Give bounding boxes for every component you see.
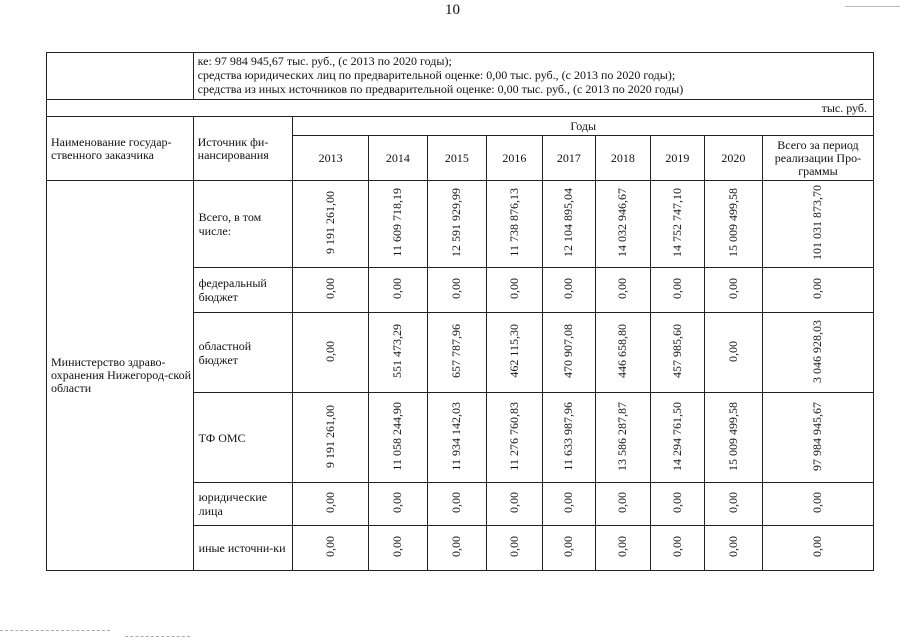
- year-value: 12 591 929,99: [449, 188, 464, 257]
- year-value-cell: [542, 268, 595, 313]
- year-value: 11 633 987,96: [561, 401, 576, 471]
- total-header: Всего за период реализации Про-граммы: [762, 136, 873, 181]
- year-value: 657 787,96: [449, 324, 464, 378]
- year-value: 12 104 895,04: [561, 188, 576, 257]
- table-row: [47, 181, 874, 268]
- year-value-cell: [650, 313, 704, 393]
- year-value: 0,00: [725, 536, 740, 557]
- year-value: 457 985,60: [669, 324, 684, 378]
- year-value-cell: [368, 393, 427, 483]
- year-value-cell: [595, 526, 650, 571]
- year-value: 0,00: [669, 278, 684, 299]
- total-value: 101 031 873,70: [810, 185, 825, 260]
- year-value-cell: [427, 181, 486, 268]
- funding-source: иные источни-ки: [193, 526, 293, 571]
- years-group-header: Годы: [293, 117, 874, 136]
- year-value: 0,00: [725, 278, 740, 299]
- year-value: 0,00: [449, 536, 464, 557]
- intro-row: [47, 53, 874, 100]
- year-value: 14 752 747,10: [669, 188, 684, 257]
- year-value: 0,00: [615, 536, 630, 557]
- total-value: 0,00: [810, 278, 825, 299]
- year-value-cell: [650, 181, 704, 268]
- year-value-cell: [293, 526, 368, 571]
- total-value: 97 984 945,67: [810, 401, 825, 471]
- page-number: 10: [445, 2, 460, 18]
- year-value-cell: [293, 181, 368, 268]
- year-value: 0,00: [669, 536, 684, 557]
- year-value: 551 473,29: [390, 324, 405, 378]
- intro-line: ке: 97 984 945,67 тыс. руб., (с 2013 по 2020 годы);: [197, 54, 452, 68]
- year-value-cell: [704, 268, 762, 313]
- year-value-cell: [368, 268, 427, 313]
- year-value: 14 032 946,67: [615, 188, 630, 257]
- year-value-cell: [293, 268, 368, 313]
- year-value-cell: [704, 313, 762, 393]
- year-value: 470 907,08: [561, 324, 576, 378]
- year-value-cell: [595, 268, 650, 313]
- year-value: 0,00: [506, 492, 521, 513]
- year-header: 2016: [486, 136, 542, 181]
- total-value-cell: [762, 393, 873, 483]
- intro-line: средства юридических лиц по предварительной оценке: 0,00 тыс. руб., (с 2013 по 2020 годы);: [197, 68, 676, 82]
- year-value-cell: [368, 313, 427, 393]
- year-value: 0,00: [669, 492, 684, 513]
- intro-line: средства из иных источников по предварительной оценке: 0,00 тыс. руб., (с 2013 по 2020 годы): [197, 82, 684, 96]
- year-value: 0,00: [449, 278, 464, 299]
- year-header: 2017: [542, 136, 595, 181]
- year-value-cell: [542, 313, 595, 393]
- year-value-cell: [542, 393, 595, 483]
- year-header: 2018: [595, 136, 650, 181]
- year-value: 0,00: [615, 492, 630, 513]
- total-value-cell: [762, 526, 873, 571]
- year-value: 0,00: [390, 536, 405, 557]
- year-value-cell: [293, 483, 368, 526]
- year-value-cell: [650, 393, 704, 483]
- year-header: 2014: [368, 136, 427, 181]
- year-value: 0,00: [323, 340, 338, 362]
- year-value-cell: [542, 483, 595, 526]
- year-value-cell: [427, 483, 486, 526]
- intro-text-cell: [193, 53, 873, 100]
- year-value: 0,00: [506, 278, 521, 299]
- year-value: 0,00: [561, 492, 576, 513]
- year-value-cell: [427, 313, 486, 393]
- year-value-cell: [595, 483, 650, 526]
- year-value: 0,00: [449, 492, 464, 513]
- total-value: 0,00: [810, 492, 825, 513]
- year-value-cell: [704, 526, 762, 571]
- total-value-cell: [762, 181, 873, 268]
- year-header: 2013: [293, 136, 368, 181]
- year-value: 13 586 287,87: [615, 401, 630, 471]
- units-label: тыс. руб.: [47, 100, 874, 117]
- year-value-cell: [486, 268, 542, 313]
- funding-source: федеральный бюджет: [193, 268, 293, 313]
- customer-name: Министерство здраво-охранения Нижегород-ской области: [47, 181, 194, 571]
- year-value: 11 276 760,83: [506, 401, 521, 471]
- year-value-cell: [650, 526, 704, 571]
- year-value: 0,00: [561, 278, 576, 299]
- total-value-cell: [762, 313, 873, 393]
- source-header: Источник фи-нансирования: [193, 117, 293, 181]
- year-value: 0,00: [390, 278, 405, 299]
- total-value: 3 046 928,03: [810, 319, 825, 383]
- year-value-cell: [368, 526, 427, 571]
- funding-source: областной бюджет: [193, 313, 293, 393]
- year-value: 9 191 261,00: [323, 191, 338, 254]
- year-value-cell: [486, 483, 542, 526]
- scan-mark-bottom: [125, 636, 190, 637]
- year-value-cell: [368, 181, 427, 268]
- year-value: 0,00: [323, 536, 338, 557]
- funding-source: Всего, в том числе:: [193, 181, 293, 268]
- total-value: 0,00: [810, 536, 825, 557]
- intro-empty-cell: [47, 53, 194, 100]
- financing-table: [46, 52, 874, 571]
- year-value-cell: [486, 526, 542, 571]
- year-value-cell: [595, 313, 650, 393]
- year-value-cell: [704, 181, 762, 268]
- year-value: 14 294 761,50: [669, 401, 684, 471]
- year-value-cell: [650, 268, 704, 313]
- year-header: 2020: [704, 136, 762, 181]
- year-value: 0,00: [323, 492, 338, 513]
- year-value: 11 058 244,90: [390, 401, 405, 471]
- scan-mark-bottom-left: [0, 630, 110, 631]
- year-value: 446 658,80: [615, 324, 630, 378]
- year-value-cell: [486, 393, 542, 483]
- total-value-cell: [762, 483, 873, 526]
- year-value-cell: [427, 526, 486, 571]
- year-value-cell: [542, 526, 595, 571]
- year-value: 15 009 499,58: [725, 188, 740, 257]
- funding-source: юридические лица: [193, 483, 293, 526]
- year-value: 0,00: [615, 278, 630, 299]
- year-value: 0,00: [725, 340, 740, 362]
- year-value: 11 738 876,13: [506, 188, 521, 257]
- year-header: 2019: [650, 136, 704, 181]
- total-value-cell: [762, 268, 873, 313]
- year-value-cell: [293, 393, 368, 483]
- year-value-cell: [650, 483, 704, 526]
- year-value: 9 191 261,00: [323, 404, 338, 468]
- funding-source: ТФ ОМС: [193, 393, 293, 483]
- year-value-cell: [293, 313, 368, 393]
- year-value: 0,00: [506, 536, 521, 557]
- year-value-cell: [368, 483, 427, 526]
- year-value: 462 115,30: [506, 324, 521, 378]
- year-value-cell: [427, 268, 486, 313]
- year-value-cell: [704, 393, 762, 483]
- year-header: 2015: [427, 136, 486, 181]
- year-value-cell: [595, 181, 650, 268]
- year-value: 11 934 142,03: [449, 401, 464, 471]
- customer-header: Наименование государ-ственного заказчика: [47, 117, 194, 181]
- year-value: 0,00: [390, 492, 405, 513]
- year-value-cell: [704, 483, 762, 526]
- scan-mark-top-right: [845, 6, 900, 7]
- year-value: 11 609 718,19: [390, 188, 405, 257]
- year-value-cell: [427, 393, 486, 483]
- year-value: 0,00: [323, 278, 338, 299]
- year-value-cell: [486, 313, 542, 393]
- year-value-cell: [486, 181, 542, 268]
- header-row-1: [47, 117, 874, 136]
- year-value: 15 009 499,58: [725, 401, 740, 471]
- year-value: 0,00: [725, 492, 740, 513]
- year-value-cell: [595, 393, 650, 483]
- units-row: [47, 100, 874, 117]
- year-value-cell: [542, 181, 595, 268]
- year-value: 0,00: [561, 536, 576, 557]
